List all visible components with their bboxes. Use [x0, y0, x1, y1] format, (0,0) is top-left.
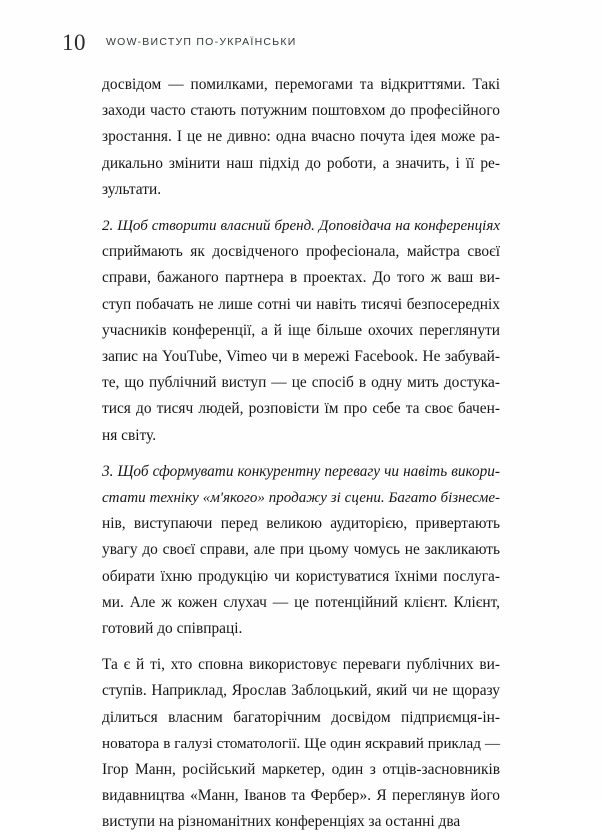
text-line: виступи на різноманітних конференціях за останні два	[102, 813, 461, 831]
paragraph-3	[102, 459, 500, 642]
text-line: учасників конференції, а й іще більше охочих переглянути	[102, 321, 500, 339]
text-line: ступів. Наприклад, Ярослав Заблоцький, який чи не щоразу	[102, 682, 500, 700]
text-line: обирати їхню продукцію чи користуватися їхніми послуга-	[102, 567, 500, 585]
text-line: ділиться власним багаторічним досвідом підприємця-ін-	[102, 708, 500, 726]
text-line: Та є й ті, хто сповна використовує переваги публічних ви-	[102, 656, 500, 674]
body-text-block	[102, 72, 500, 836]
text-line: увагу до своєї справи, але при цьому чомусь не закликають	[102, 541, 500, 559]
text-line: запис на YouTube, Vimeo чи в мережі Facebook. Не забувай-	[102, 348, 500, 366]
text-line: тися до тисяч людей, розповісти їм про себе та своє бачен-	[102, 400, 500, 418]
paragraph-1	[102, 72, 500, 203]
text-line: видавництва «Манн, Іванов та Фербер». Я переглянув його	[102, 787, 500, 805]
text-line: ступ побачать не лише сотні чи навіть тисячі безпосередніх	[102, 295, 500, 313]
text-line-italic-lead	[102, 485, 500, 511]
text-line: зультати.	[102, 180, 162, 198]
paragraph-2	[102, 213, 500, 449]
text-line: сприймають як досвідченого професіонала, майстра своєї	[102, 243, 500, 261]
text-line: справи, бажаного партнера в проектах. До того ж ваш ви-	[102, 269, 500, 287]
text-line: Ігор Манн, російський маркетер, один з отців-засновників	[102, 761, 500, 779]
page-number: 10	[62, 29, 86, 55]
text-line: готовий до співпраці.	[102, 620, 243, 638]
text-line: зростання. І це не дивно: одна вчасно почута ідея може ра-	[102, 128, 500, 146]
text-line: дикально змінити наш підхід до роботи, а значить, і її ре-	[102, 154, 500, 172]
text-line-italic-lead: 2. Щоб створити власний бренд. Доповідача на конференціях	[102, 218, 500, 235]
text-line: те, що публічний виступ — це спосіб в одну мить достука-	[102, 374, 500, 392]
text-line: досвідом — помилками, перемогами та відкриттями. Такі	[102, 76, 500, 93]
text-line: нів, виступаючи перед великою аудиторією, привертають	[102, 515, 500, 533]
text-line: заходи часто стають потужним поштовхом до професійного	[102, 102, 500, 120]
text-line: ня світу.	[102, 426, 157, 444]
text-line: ми. Але ж кожен слухач — це потенційний клієнт. Клієнт,	[102, 593, 500, 611]
italic-fragment: стати техніку «м'якого» продажу зі сцени. Багато бізнесме-	[102, 490, 500, 507]
text-line: новатора в галузі стоматології. Ще один яскравий приклад —	[102, 734, 500, 752]
text-line-italic-lead: 3. Щоб сформувати конкурентну перевагу чи навіть викори-	[102, 462, 500, 480]
paragraph-4	[102, 652, 500, 835]
running-head	[62, 28, 540, 56]
running-head-title: WOW-ВИСТУП ПО-УКРАЇНСЬКИ	[106, 36, 297, 48]
